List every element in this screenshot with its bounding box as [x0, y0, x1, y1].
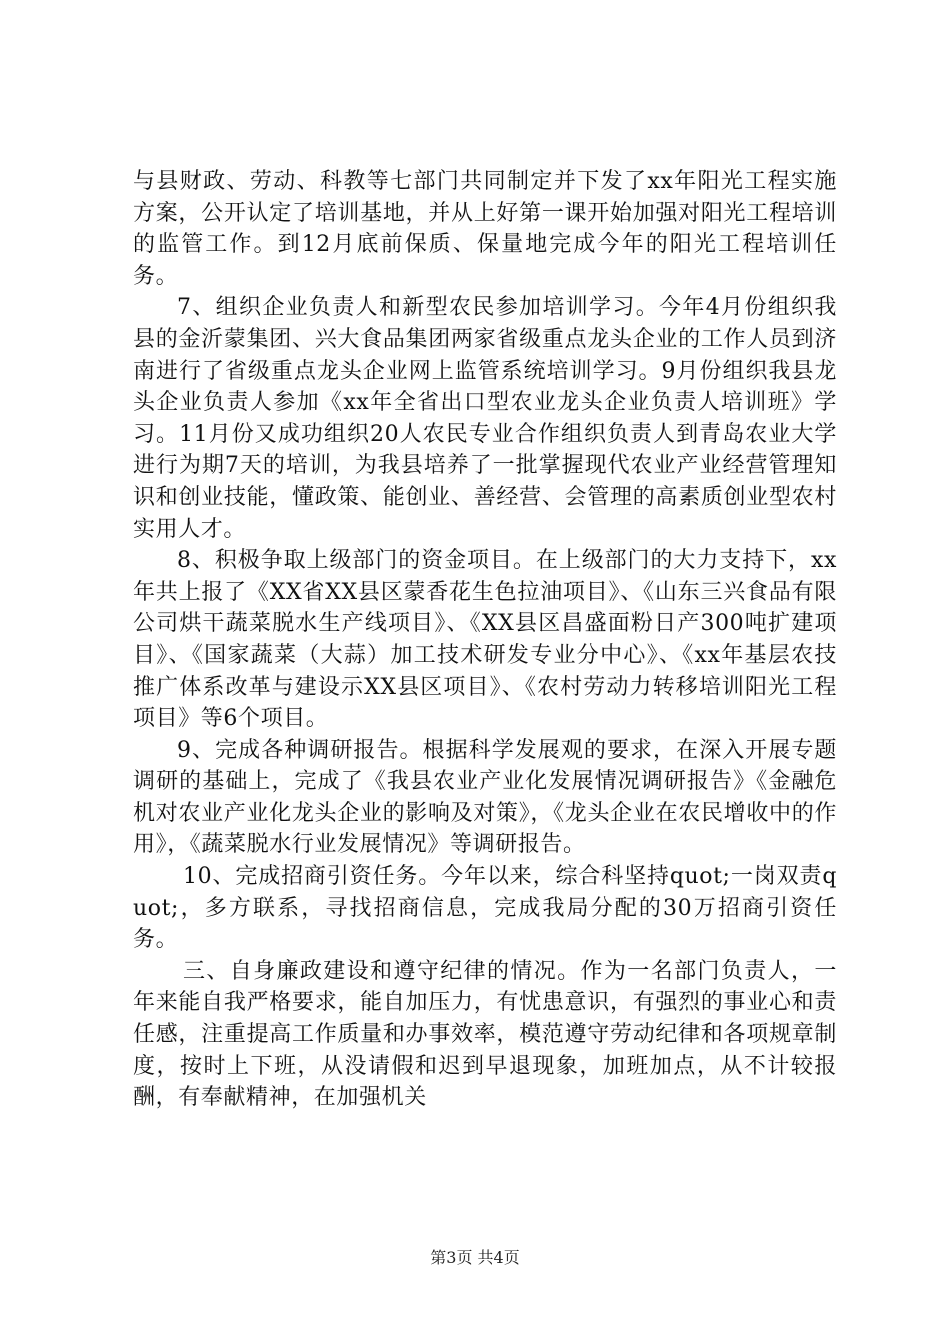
paragraph-item-7: 7、组织企业负责人和新型农民参加培训学习。今年4月份组织我县的金沂蒙集团、兴大食品集团两家省级重点龙头企业的工作人员到济南进行了省级重点龙头企业网上监管系统培训学习。9月份组织我县龙头企业负责人参加《xx年全省出口型农业龙头企业负责人培训班》学习。11月份又成功组织20人农民专业合作组织负责人到青岛农业大学进行为期7天的培训，为我县培养了一批掌握现代农业产业经营管理知识和创业技能，懂政策、能创业、善经营、会管理的高素质创业型农村实用人才。: [133, 295, 837, 542]
paragraph-item-9: 9、完成各种调研报告。根据科学发展观的要求，在深入开展专题调研的基础上，完成了《我县农业产业化发展情况调研报告》《金融危机对农业产业化龙头企业的影响及对策》，《龙头企业在农民增收中的作用》，《蔬菜脱水行业发展情况》等调研报告。: [133, 737, 837, 858]
paragraph-item-8: 8、积极争取上级部门的资金项目。在上级部门的大力支持下，xx年共上报了《XX省XX县区蒙香花生色拉油项目》、《山东三兴食品有限公司烘干蔬菜脱水生产线项目》、《XX县区昌盛面粉日产300吨扩建项目》、《国家蔬菜（大蒜）加工技术研发专业分中心》、《xx年基层农技推广体系改革与建设示XX县区项目》、《农村劳动力转移培训阳光工程项目》等6个项目。: [133, 548, 837, 732]
paragraph-section-3: 三、自身廉政建设和遵守纪律的情况。作为一名部门负责人，一年来能自我严格要求，能自加压力，有忧患意识，有强烈的事业心和责任感，注重提高工作质量和办事效率，模范遵守劳动纪律和各项规章制度，按时上下班，从没请假和迟到早退现象，加班加点，从不计较报酬，有奉献精神，在加强机关: [133, 958, 837, 1111]
paragraph-item-10: 10、完成招商引资任务。今年以来，综合科坚持quot;一岗双责quot;，多方联系，寻找招商信息，完成我局分配的30万招商引资任务。: [133, 864, 837, 953]
page-footer: 第3页 共4页: [430, 1248, 520, 1267]
document-body: [133, 166, 837, 1114]
paragraph-continuation: 与县财政、劳动、科教等七部门共同制定并下发了xx年阳光工程实施方案，公开认定了培训基地，并从上好第一课开始加强对阳光工程培训的监管工作。到12月底前保质、保量地完成今年的阳光工程培训任务。: [133, 169, 837, 289]
